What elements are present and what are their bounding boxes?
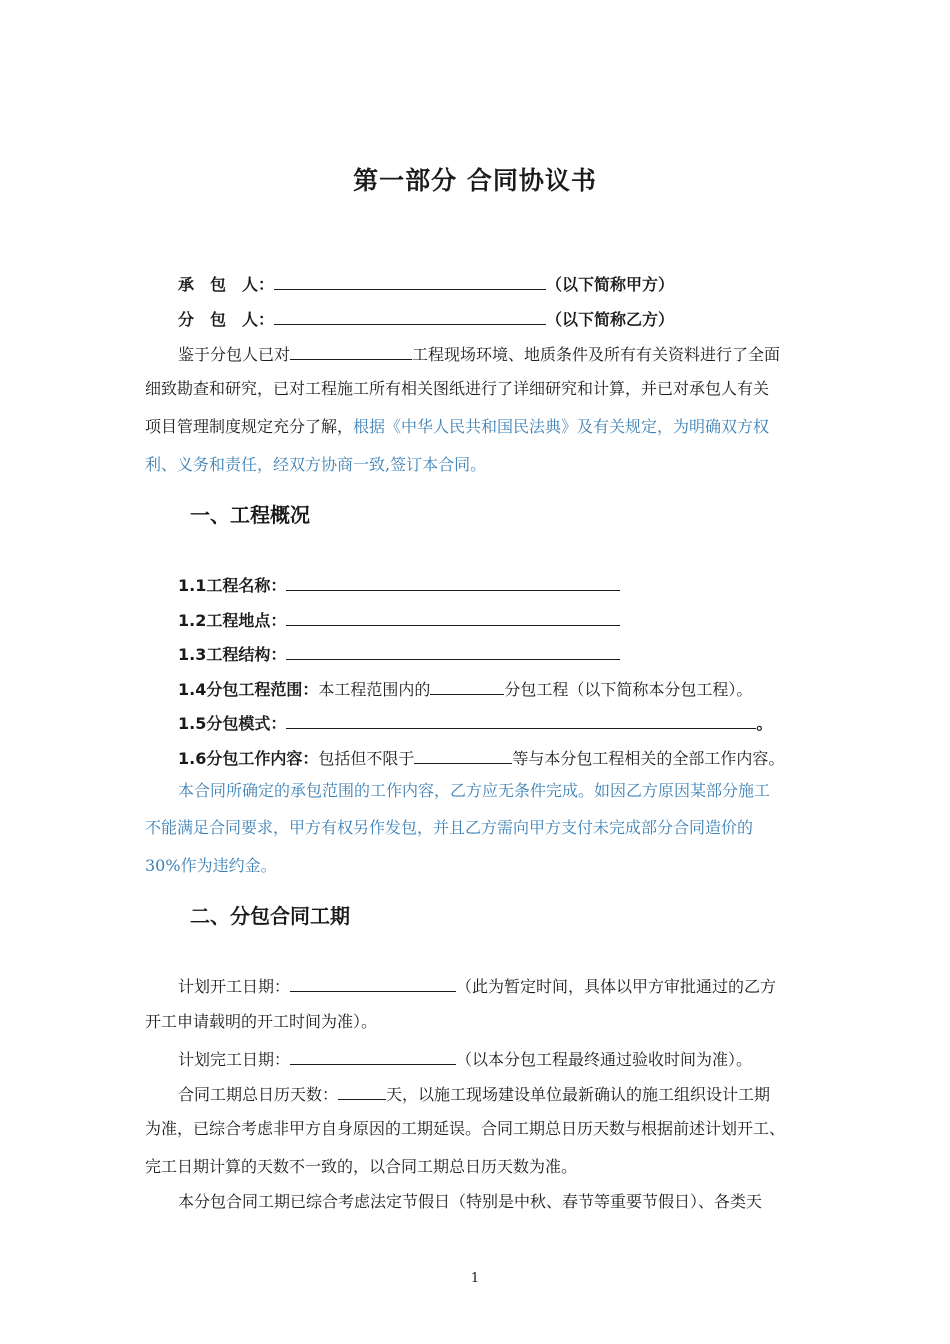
start-date-line	[178, 973, 776, 998]
work-content-blank[interactable]	[414, 745, 512, 764]
project-blank[interactable]	[290, 341, 412, 360]
intro-line-4: 利、义务和责任，经双方协商一致,签订本合同。	[145, 455, 487, 474]
contractor-suffix: （以下简称甲方）	[546, 275, 675, 294]
note-line-3: 30%作为违约金。	[145, 856, 277, 875]
subcontractor-suffix: （以下简称乙方）	[546, 310, 675, 329]
end-date-note: （以本分包工程最终通过验收时间为准）。	[456, 1050, 753, 1069]
mode-blank[interactable]	[286, 710, 756, 729]
item-label: 1.6分包工作内容：	[178, 749, 319, 768]
item-1-2	[178, 607, 620, 632]
subcontractor-line	[178, 306, 674, 331]
subcontractor-label: 分 包 人：	[178, 310, 275, 329]
intro-line-2: 细致勘查和研究，已对工程施工所有相关图纸进行了详细研究和计算，并已对承包人有关	[145, 379, 770, 398]
total-days-text: 天，以施工现场建设单位最新确认的施工组织设计工期	[386, 1085, 771, 1104]
item-label: 1.3工程结构：	[178, 645, 287, 664]
section-1-heading: 一、工程概况	[190, 503, 310, 527]
item-1-6	[178, 745, 784, 770]
total-days-line-3: 完工日期计算的天数不一致的，以合同工期总日历天数为准。	[145, 1157, 578, 1176]
item-1-4	[178, 676, 752, 701]
intro-text: 工程现场环境、地质条件及所有有关资料进行了全面	[412, 345, 781, 364]
intro-blue-text: 根据《中华人民共和国民法典》及有关规定，为明确双方权	[353, 417, 770, 436]
contractor-line	[178, 271, 674, 296]
project-structure-blank[interactable]	[286, 641, 620, 660]
page-number: 1	[470, 1271, 480, 1286]
item-label: 1.2工程地点：	[178, 611, 287, 630]
subcontractor-blank[interactable]	[274, 306, 546, 325]
section-2-heading: 二、分包合同工期	[190, 904, 350, 928]
project-location-blank[interactable]	[286, 607, 620, 626]
note-line-2: 不能满足合同要求，甲方有权另作发包，并且乙方需向甲方支付未完成部分合同造价的	[145, 818, 754, 837]
holiday-line: 本分包合同工期已综合考虑法定节假日（特别是中秋、春节等重要节假日）、各类天	[178, 1192, 763, 1211]
item-1-1	[178, 572, 620, 597]
note-line-1: 本合同所确定的承包范围的工作内容，乙方应无条件完成。如因乙方原因某部分施工	[178, 781, 771, 800]
item-label: 1.5分包模式：	[178, 714, 287, 733]
contractor-label: 承 包 人：	[178, 275, 275, 294]
project-name-blank[interactable]	[286, 572, 620, 591]
item-text: 分包工程（以下简称本分包工程）。	[504, 680, 753, 699]
total-days-line	[178, 1081, 770, 1106]
intro-text: 鉴于分包人已对	[178, 345, 291, 364]
scope-blank[interactable]	[430, 676, 504, 695]
start-date-note: （此为暂定时间，具体以甲方审批通过的乙方	[456, 977, 777, 996]
start-date-blank[interactable]	[290, 973, 456, 992]
page-title: 第一部分 合同协议书	[353, 166, 597, 195]
total-days-blank[interactable]	[338, 1081, 386, 1100]
intro-text: 项目管理制度规定充分了解，	[145, 417, 354, 436]
start-date-label: 计划开工日期：	[178, 977, 291, 996]
item-1-5	[178, 710, 772, 735]
item-label: 1.1工程名称：	[178, 576, 287, 595]
item-text: 包括但不限于	[318, 749, 415, 768]
end-date-label: 计划完工日期：	[178, 1050, 291, 1069]
item-1-3	[178, 641, 620, 666]
start-date-note-2: 开工申请载明的开工时间为准）。	[145, 1012, 378, 1031]
item-text: 。	[756, 714, 773, 733]
end-date-blank[interactable]	[290, 1046, 456, 1065]
contractor-blank[interactable]	[274, 271, 546, 290]
item-text: 本工程范围内的	[318, 680, 431, 699]
intro-line-3	[145, 416, 769, 438]
total-days-label: 合同工期总日历天数：	[178, 1085, 339, 1104]
total-days-line-2: 为准，已综合考虑非甲方自身原因的工期延误。合同工期总日历天数与根据前述计划开工、	[145, 1119, 786, 1138]
item-label: 1.4分包工程范围：	[178, 680, 319, 699]
item-text: 等与本分包工程相关的全部工作内容。	[512, 749, 785, 768]
end-date-line	[178, 1046, 752, 1071]
intro-line-1	[178, 341, 780, 366]
